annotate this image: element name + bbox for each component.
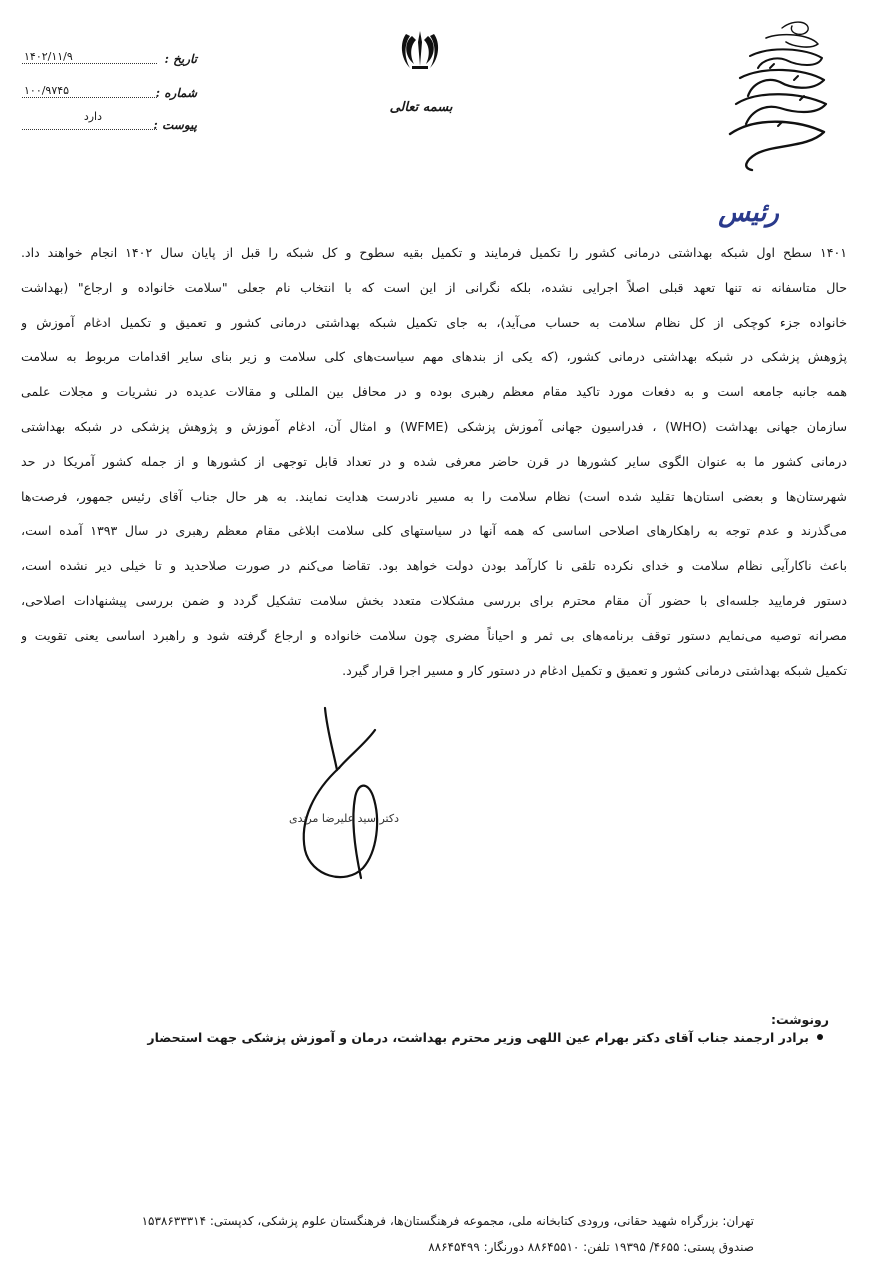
bullet-icon [817,1034,823,1040]
body-line: همه جانبه جامعه است و به دفعات مورد تاکید مقام معظم رهبری بوده و در محافل بین المللی و مقالات عدیده در نشریات و مجلات علمی [21,384,847,400]
body-line: شهرستان‌ها و بعضی استان‌ها تقلید شده است) نظام سلامت را به مسیر نادرست هدایت نمایند. به هر حال جناب آقای رئیس جمهور، فرصت‌ها [21,488,847,504]
handwritten-signature [285,700,405,890]
attachment-field [22,110,197,136]
footer-contact: صندوق پستی: ۴۶۵۵/ ۱۹۳۹۵ تلفن: ۸۸۶۴۵۵۱۰ دورنگار: ۸۸۶۴۵۴۹۹ [428,1240,754,1254]
salutation: رئیس [718,198,779,228]
number-value: ۱۰۰/۹۷۴۵ [24,84,70,97]
academy-logo [700,8,830,178]
basmala: بسمه تعالی [389,100,453,115]
body-line: خانواده جزء کوچکی از کل نظام سلامت به حساب می‌آید)، به جای تکمیل شبکه بهداشتی درمانی کشور و تعمیق و تکمیل ادغام آموزش و [21,314,847,330]
letter-body [21,236,847,688]
body-line: می‌گذرند و عدم توجه به راهکارهای اصلاحی اساسی که همه آنها در سیاستهای کلی سلامت ابلاغی مقام معظم رهبری در سال ۱۳۹۳ آمده است، [21,523,847,539]
signatory-name: دکتر سید علیرضا مرندی [288,812,399,825]
attachment-value: دارد [83,110,102,123]
body-line: دستور فرمایید جلسه‌ای با حضور آن مقام محترم برای بررسی مشکلات متعدد بخش سلامت تشکیل گردد و ضمن بررسی پیشنهادات اصلاحی، [21,592,847,608]
body-line: تکمیل شبکه بهداشتی درمانی کشور و تعمیق و تکمیل ادغام در دستور کار و مسیر اجرا قرار گیرد. [342,662,847,678]
cc-label: رونوشت: [770,1012,829,1027]
number-dotted-line [22,97,157,98]
date-dotted-line [22,63,157,64]
body-line: مصرانه توصیه می‌نمایم دستور توقف برنامه‌های بی ثمر و احیاناً مضری چون سلامت خانواده و ارجاع گرفته شود و راهبرد اساسی یعنی تقویت و [21,627,847,643]
body-line: باعث ناکارآیی نظام سلامت و خدای نکرده تلقی نا کارآمد بودن دولت خواهد بود. تقاضا می‌کنم در صورت صلاحدید و تا خیلی دیر نشده است، [21,558,847,574]
body-line: ۱۴۰۱ سطح اول شبکه بهداشتی درمانی کشور را تکمیل فرمایند و تکمیل بقیه سطوح و کل شبکه را قبل از پایان سال ۱۴۰۲ انجام خواهند داد. [21,245,847,260]
attachment-label: پیوست : [153,118,197,132]
number-field [22,86,197,104]
date-value: ۱۴۰۲/۱۱/۹ [24,50,73,63]
attachment-dotted-line [22,129,157,130]
date-field [22,52,197,70]
body-line: سازمان جهانی بهداشت (WHO) ، فدراسیون جهانی آموزش پزشکی (WFME) و امثال آن، ادغام آموزش و پژوهش پزشکی در شبکه بهداشتی [21,418,847,434]
cc-item: برادر ارجمند جناب آقای دکتر بهرام عین اللهی وزیر محترم بهداشت، درمان و آموزش پزشکی جهت استحضار [147,1030,809,1045]
footer-address: تهران: بزرگراه شهید حقانی، ورودی کتابخانه ملی، مجموعه فرهنگستان‌ها، فرهنگستان علوم پزشکی، کدپستی: ۱۵۳۸۶۳۳۳۱۴ [141,1214,754,1228]
body-line: پژوهش پزشکی در شبکه بهداشتی درمانی کشور، (که یکی از بندهای مهم سیاست‌های کلی سلامت و زیر بنای سایر اقدامات مربوط به سلامت [21,349,847,365]
number-label: شماره : [155,86,197,100]
body-line: حال متاسفانه نه تنها تعهد قبلی اصلاً اجرایی نشده، بلکه نگرانی از این است که با انتخاب نام جعلی "سلامت خانواده و ارجاع" (بهداشت [21,279,847,295]
body-line: درمانی کشور ما به عنوان الگوی سایر کشورها در قرن حاضر معرفی شده و در تعداد قابل توجهی از کشورها و از جمله کشور آمریکا در حد [21,453,847,469]
iran-emblem-icon [398,28,442,72]
date-label: تاریخ : [164,52,197,66]
